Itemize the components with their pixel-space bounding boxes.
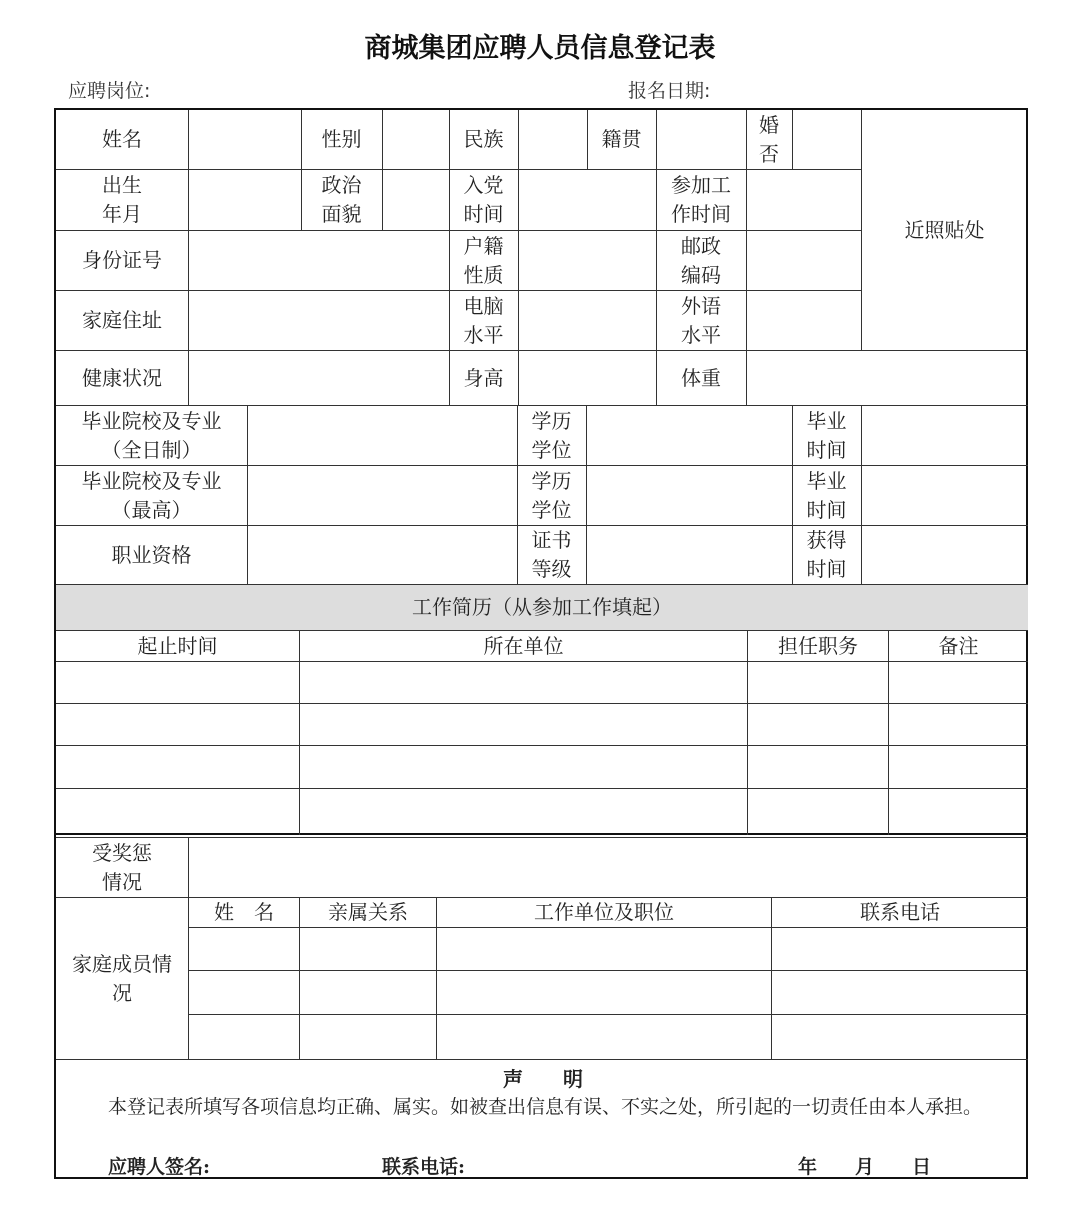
awards-field[interactable] xyxy=(189,838,1028,897)
health-label: 健康状况 xyxy=(82,365,162,390)
cert-level-field[interactable] xyxy=(587,526,792,584)
school-highest-field[interactable] xyxy=(248,466,517,525)
hukou-field[interactable] xyxy=(519,231,656,290)
work-col-remarks: 备注 xyxy=(938,633,979,658)
id-number-field[interactable] xyxy=(189,231,449,290)
height-label: 身高 xyxy=(463,365,504,390)
form-title: 商城集团应聘人员信息登记表 xyxy=(364,33,716,64)
family-row[interactable] xyxy=(189,928,1028,970)
date-label: 报名日期: xyxy=(628,80,711,102)
family-col-employer: 工作单位及职位 xyxy=(534,900,674,924)
political-label: 政治 面貌 xyxy=(321,173,362,226)
signature-date: 年 月 日 xyxy=(798,1156,932,1178)
weight-field[interactable] xyxy=(747,351,1028,405)
computer-label: 电脑 水平 xyxy=(463,293,504,347)
family-row[interactable] xyxy=(189,971,1028,1014)
marital-label: 婚 否 xyxy=(759,112,779,166)
postcode-label: 邮政 编码 xyxy=(681,233,721,287)
postcode-field[interactable] xyxy=(747,231,861,290)
declaration-title: 声 明 xyxy=(503,1067,583,1091)
language-field[interactable] xyxy=(747,291,861,350)
grad-time-label-highest: 毕业 时间 xyxy=(806,468,847,522)
registration-form xyxy=(54,108,1028,1179)
marital-field[interactable] xyxy=(793,110,861,169)
party-date-field[interactable] xyxy=(519,170,656,230)
awards-label: 受奖惩 情况 xyxy=(92,840,152,894)
obtain-time-field[interactable] xyxy=(862,526,1028,584)
gender-label: 性别 xyxy=(321,127,362,151)
work-row[interactable] xyxy=(56,704,1028,745)
grad-time-field-fulltime[interactable] xyxy=(862,406,1028,465)
computer-field[interactable] xyxy=(519,291,656,350)
family-col-relation: 亲属关系 xyxy=(328,900,408,924)
health-field[interactable] xyxy=(189,351,449,405)
degree-field-fulltime[interactable] xyxy=(587,406,792,465)
qualification-field[interactable] xyxy=(248,526,517,584)
school-highest-label: 毕业院校及专业 （最高） xyxy=(81,468,222,522)
work-col-position: 担任职务 xyxy=(778,633,858,658)
political-field[interactable] xyxy=(383,170,449,230)
work-col-period: 起止时间 xyxy=(137,633,218,658)
school-fulltime-label: 毕业院校及专业 （全日制） xyxy=(81,408,222,462)
birth-field[interactable] xyxy=(189,170,301,230)
qualification-label: 职业资格 xyxy=(111,542,192,567)
position-label: 应聘岗位: xyxy=(68,80,151,102)
birth-label: 出生 年月 xyxy=(102,173,142,226)
ethnicity-field[interactable] xyxy=(519,110,587,169)
party-date-label: 入党 时间 xyxy=(463,173,504,226)
language-label: 外语 水平 xyxy=(681,293,721,347)
phone-label: 联系电话: xyxy=(382,1156,466,1178)
gender-field[interactable] xyxy=(383,110,449,169)
work-start-label: 参加工 作时间 xyxy=(671,173,731,226)
work-col-employer: 所在单位 xyxy=(483,633,564,658)
native-place-field[interactable] xyxy=(657,110,746,169)
native-place-label: 籍贯 xyxy=(601,127,642,151)
cert-level-label: 证书 等级 xyxy=(531,528,572,581)
weight-label: 体重 xyxy=(681,365,721,390)
work-start-field[interactable] xyxy=(747,170,861,230)
signature-label: 应聘人签名: xyxy=(108,1156,211,1178)
work-row[interactable] xyxy=(56,662,1028,703)
name-field[interactable] xyxy=(189,110,301,169)
family-row[interactable] xyxy=(189,1015,1028,1059)
ethnicity-label: 民族 xyxy=(463,127,504,151)
id-number-label: 身份证号 xyxy=(82,248,162,272)
family-col-name: 姓 名 xyxy=(214,900,274,924)
name-label: 姓名 xyxy=(102,127,142,151)
grad-time-label-fulltime: 毕业 时间 xyxy=(806,408,847,462)
height-field[interactable] xyxy=(519,351,656,405)
work-history-title: 工作简历（从参加工作填起） xyxy=(412,595,672,619)
family-col-phone: 联系电话 xyxy=(860,900,940,924)
work-row[interactable] xyxy=(56,789,1028,833)
address-field[interactable] xyxy=(189,291,449,350)
degree-label-highest: 学历 学位 xyxy=(531,468,572,522)
photo-area: 近照贴处 xyxy=(904,217,985,242)
work-row[interactable] xyxy=(56,746,1028,788)
school-fulltime-field[interactable] xyxy=(248,406,517,465)
declaration-body: 本登记表所填写各项信息均正确、属实。如被查出信息有误、不实之处，所引起的一切责任由本人承担。 xyxy=(108,1096,983,1118)
family-label: 家庭成员情 况 xyxy=(72,951,172,1005)
address-label: 家庭住址 xyxy=(82,308,162,332)
obtain-time-label: 获得 时间 xyxy=(806,528,847,581)
degree-label-fulltime: 学历 学位 xyxy=(531,408,572,462)
grad-time-field-highest[interactable] xyxy=(862,466,1028,525)
hukou-label: 户籍 性质 xyxy=(463,233,504,287)
degree-field-highest[interactable] xyxy=(587,466,792,525)
